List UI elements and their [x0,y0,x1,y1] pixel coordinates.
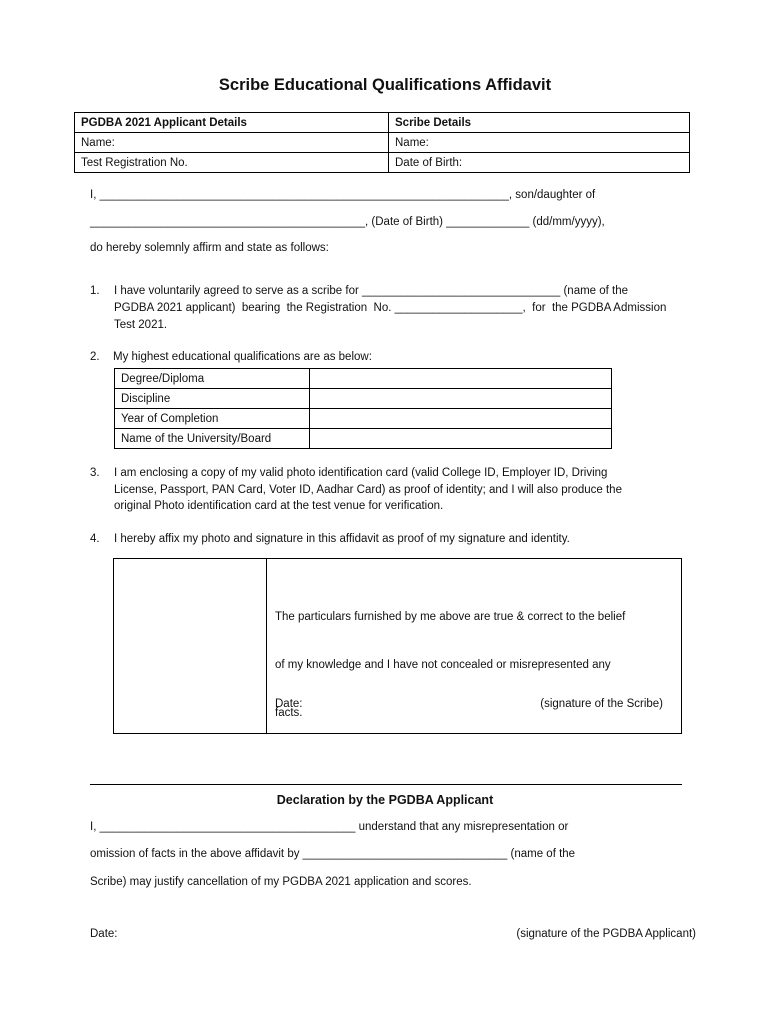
declaration-line-2: of my knowledge and I have not concealed or misrepresented any [275,659,611,671]
item-3-line-2: License, Passport, PAN Card, Voter ID, Aadhar Card) as proof of identity; and I will also produce the [114,484,622,496]
qualifications-table [114,368,612,449]
qualification-label: Year of Completion [115,409,310,429]
qualification-label: Degree/Diploma [115,369,310,389]
item-3-line-3: original Photo identification card at the test venue for verification. [114,500,444,512]
registration-no-field[interactable]: Test Registration No. [75,153,389,173]
table-row [115,389,612,409]
intro-line-1: I, ________________________________________________________________, son/daughter of [90,189,596,201]
scribe-name-field[interactable]: Name: [389,133,690,153]
section-divider [90,784,682,785]
item-4-text: I hereby affix my photo and signature in this affidavit as proof of my signature and identity. [114,533,570,545]
applicant-declaration-line-1: I, ________________________________________ understand that any misrepresentation or [90,821,569,833]
applicant-details-heading: PGDBA 2021 Applicant Details [75,113,389,133]
scribe-details-heading: Scribe Details [389,113,690,133]
applicant-declaration-line-2: omission of facts in the above affidavit by ________________________________ (name of the [90,848,576,860]
intro-line-2: ___________________________________________, (Date of Birth) _____________ (dd/mm/yyyy), [90,216,605,228]
qualification-value-field[interactable] [310,369,612,389]
applicant-declaration-line-3: Scribe) may justify cancellation of my PGDBA 2021 application and scores. [90,876,472,888]
declaration-line-1: The particulars furnished by me above are true & correct to the belief [275,611,626,623]
table-row [115,429,612,449]
scribe-date-label: Date: [275,698,303,710]
item-2-text: My highest educational qualifications are as below: [113,351,372,363]
document-title: Scribe Educational Qualifications Affidavit [218,76,552,94]
applicant-name-field[interactable]: Name: [75,133,389,153]
item-1-line-3: Test 2021. [114,319,168,331]
qualification-value-field[interactable] [310,389,612,409]
item-4-number: 4. [90,533,100,545]
declaration-line-3: facts. [275,707,303,719]
qualification-label: Discipline [115,389,310,409]
qualification-value-field[interactable] [310,409,612,429]
scribe-dob-field[interactable]: Date of Birth: [389,153,690,173]
intro-line-3: do hereby solemnly affirm and state as follows: [90,242,329,254]
item-1-number: 1. [90,285,100,297]
qualification-value-field[interactable] [310,429,612,449]
item-1-line-1: I have voluntarily agreed to serve as a scribe for _______________________________ (name of the [114,285,629,297]
details-table [74,112,690,173]
scribe-declaration [267,559,681,733]
item-2-number: 2. [90,351,100,363]
photo-signature-box [113,558,682,734]
item-1-line-2: PGDBA 2021 applicant) bearing the Registration No. ____________________, for the PGDBA Admission [114,302,667,314]
table-row [115,369,612,389]
item-3-line-1: I am enclosing a copy of my valid photo identification card (valid College ID, Employer ID, Driving [114,467,608,479]
applicant-declaration-title: Declaration by the PGDBA Applicant [276,793,494,807]
applicant-signature-label: (signature of the PGDBA Applicant) [516,928,696,940]
table-row [115,409,612,429]
qualification-label: Name of the University/Board [115,429,310,449]
scribe-signature-label: (signature of the Scribe) [540,698,663,710]
item-3-number: 3. [90,467,100,479]
photo-placeholder[interactable] [114,559,267,733]
applicant-date-label: Date: [90,928,118,940]
